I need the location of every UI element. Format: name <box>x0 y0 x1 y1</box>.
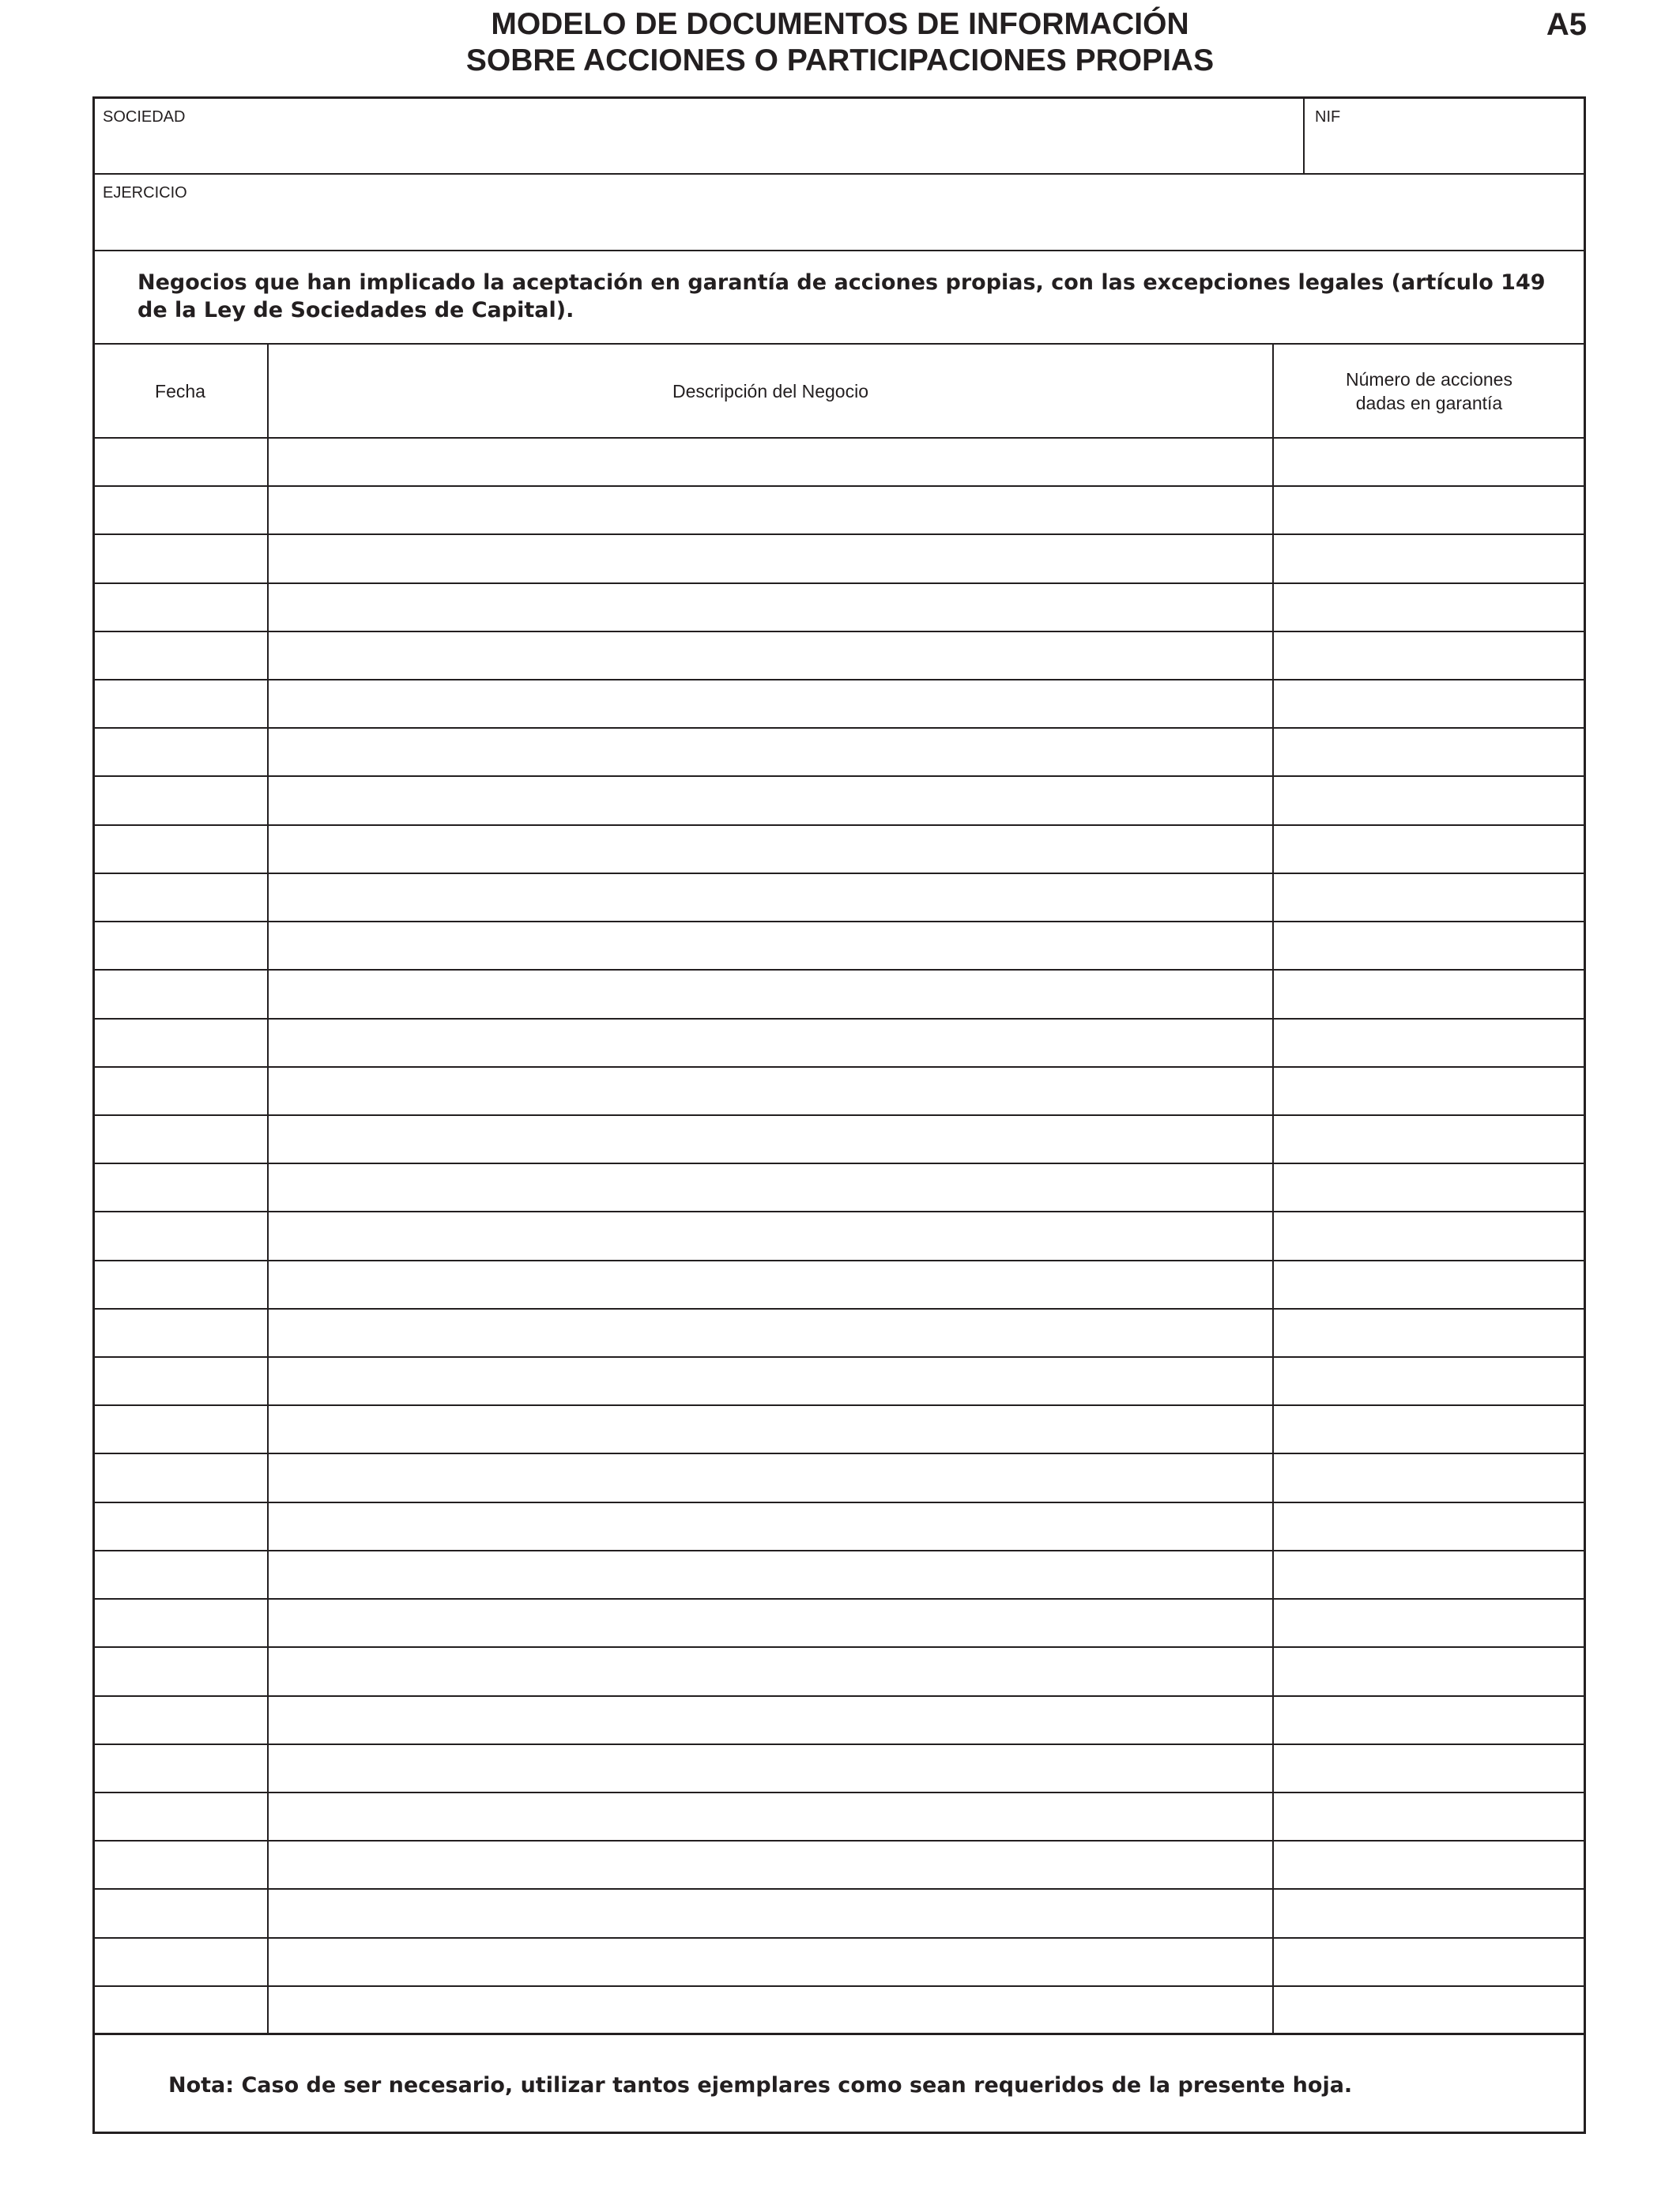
table-row <box>92 1550 1586 1551</box>
divider-sociedad <box>92 173 1586 175</box>
table-row <box>92 824 1586 826</box>
table-row <box>92 437 1586 439</box>
table-row <box>92 873 1586 874</box>
column-header-fecha <box>94 345 266 438</box>
table-row <box>92 775 1586 777</box>
table-row <box>92 679 1586 680</box>
column-header-fecha-label: Fecha <box>155 381 205 401</box>
divider-ejercicio <box>92 250 1586 251</box>
column-separator-2 <box>1272 345 1274 2034</box>
form-title <box>0 6 1680 79</box>
section-heading: Negocios que han implicado la aceptación en garantía de acciones propias, con las excepciones legales (artículo 149 de la Ley de Sociedades de Capital). <box>137 270 1546 322</box>
table-row <box>92 1453 1586 1454</box>
table-row <box>92 1066 1586 1068</box>
table-row <box>92 1888 1586 1890</box>
nif-divider <box>1303 96 1305 174</box>
table-row <box>92 969 1586 971</box>
table-row <box>92 1744 1586 1745</box>
table-row <box>92 1356 1586 1358</box>
table-row <box>92 533 1586 535</box>
form-title-line-1: MODELO DE DOCUMENTOS DE INFORMACIÓN <box>491 7 1189 41</box>
table-row <box>92 582 1586 584</box>
table-row <box>92 727 1586 729</box>
table-row <box>92 1985 1586 1987</box>
table-row <box>92 921 1586 922</box>
column-header-descripcion <box>269 345 1272 438</box>
table-bottom-border <box>92 2033 1586 2035</box>
sociedad-label: SOCIEDAD <box>103 108 186 126</box>
table-row <box>92 1114 1586 1116</box>
table-row <box>92 1646 1586 1648</box>
table-row <box>92 1211 1586 1212</box>
table-row <box>92 1404 1586 1406</box>
ejercicio-label: EJERCICIO <box>103 184 187 202</box>
table-row <box>92 1502 1586 1503</box>
table-row <box>92 1937 1586 1939</box>
table-row <box>92 1163 1586 1164</box>
form-code: A5 <box>1546 7 1587 42</box>
table-row <box>92 1308 1586 1310</box>
table-row <box>92 631 1586 632</box>
table-row <box>92 1840 1586 1842</box>
table-row <box>92 485 1586 487</box>
table-row <box>92 1792 1586 1793</box>
table-row <box>92 1598 1586 1600</box>
column-header-numero-acciones-label: Número de acciones dadas en garantía <box>1346 369 1512 413</box>
table-row <box>92 1018 1586 1020</box>
table-row <box>92 1695 1586 1697</box>
column-header-descripcion-label: Descripción del Negocio <box>672 381 868 401</box>
table-row <box>92 1260 1586 1261</box>
column-header-numero-acciones <box>1274 345 1584 438</box>
footer-note: Nota: Caso de ser necesario, utilizar tantos ejemplares como sean requeridos de la presente hoja. <box>168 2073 1353 2098</box>
column-separator-1 <box>267 345 269 2034</box>
nif-label: NIF <box>1315 108 1341 126</box>
form-title-line-2: SOBRE ACCIONES O PARTICIPACIONES PROPIAS <box>465 43 1215 77</box>
